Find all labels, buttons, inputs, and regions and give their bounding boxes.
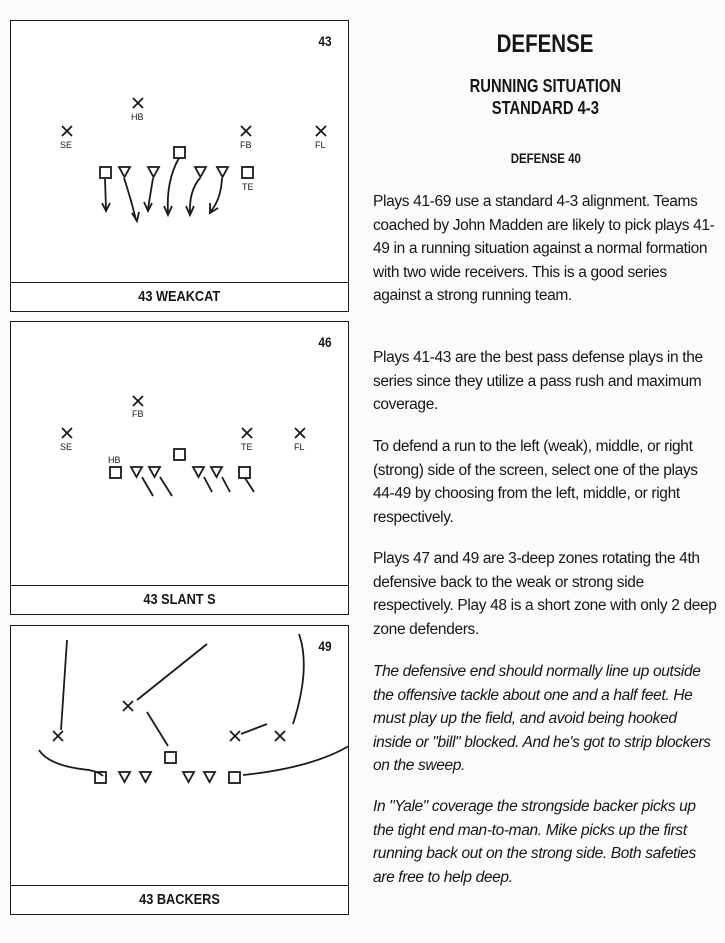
defender-triangle bbox=[131, 467, 142, 477]
offense-fl-x bbox=[295, 428, 305, 438]
paragraph-pass-defense: Plays 41-43 are the best pass defense plays in the series since they utilize a pass rush and maximum coverage. bbox=[373, 349, 703, 413]
title-text: DEFENSE bbox=[497, 30, 594, 58]
defender-x bbox=[275, 731, 285, 741]
offense-se-x bbox=[62, 126, 72, 136]
defender-x bbox=[123, 701, 133, 711]
defender-square bbox=[174, 449, 185, 460]
caption-text: 43 SLANT S bbox=[143, 591, 216, 608]
defender-square bbox=[229, 772, 240, 783]
label-hb: HB bbox=[108, 455, 121, 465]
defender-x bbox=[53, 731, 63, 741]
defender-triangle bbox=[148, 167, 159, 177]
label-te: TE bbox=[241, 442, 253, 452]
rush-arrow bbox=[211, 178, 222, 211]
rush-arrow bbox=[105, 179, 106, 209]
defender-square bbox=[110, 467, 121, 478]
offense-te-x bbox=[242, 428, 252, 438]
coverage-line bbox=[147, 712, 168, 746]
defender-x bbox=[230, 731, 240, 741]
subtitle-text: RUNNING SITUATION bbox=[469, 76, 622, 96]
coverage-line bbox=[243, 746, 349, 775]
label-te: TE bbox=[242, 182, 254, 192]
coverage-line bbox=[293, 634, 304, 724]
play-diagram-slant-s bbox=[10, 321, 349, 615]
defender-triangle bbox=[119, 167, 130, 177]
label-hb: HB bbox=[131, 112, 144, 122]
formation-drawing bbox=[11, 322, 350, 616]
defender-triangle bbox=[193, 467, 204, 477]
rush-arrow bbox=[124, 178, 136, 220]
label-fb: FB bbox=[132, 409, 144, 419]
play-number: 43 bbox=[318, 33, 332, 49]
play-caption bbox=[11, 585, 348, 614]
defender-square bbox=[242, 167, 253, 178]
paragraph-defensive-end: The defensive end should normally line up outside the offensive tackle about one and a half feet. He must play up the field, and avoid being hooked inside or "bill" blocked. And he's got to strip blockers on the sweep. bbox=[373, 663, 711, 774]
play-diagram-weakcat bbox=[10, 20, 349, 312]
slant-line bbox=[204, 477, 212, 492]
coverage-line bbox=[39, 750, 103, 776]
coverage-line bbox=[137, 644, 207, 700]
defense-label bbox=[373, 150, 718, 166]
defender-triangle bbox=[140, 772, 151, 782]
play-caption bbox=[11, 885, 348, 914]
defender-triangle bbox=[195, 167, 206, 177]
defender-triangle bbox=[119, 772, 130, 782]
paragraph-yale-coverage: In "Yale" coverage the strongside backer picks up the tight end man-to-man. Mike picks up the first running back out on the strong side. Both safeties are free to help deep. bbox=[373, 798, 696, 886]
play-number: 46 bbox=[318, 334, 332, 350]
defender-triangle bbox=[183, 772, 194, 782]
defender-square bbox=[239, 467, 250, 478]
slant-line bbox=[142, 477, 153, 496]
paragraph-intro: Plays 41-69 use a standard 4-3 alignment. Teams coached by John Madden are likely to pick plays 41-49 in a running situation against a normal formation with two wide receivers. This is a good series against a strong running team. bbox=[373, 193, 715, 304]
label-se: SE bbox=[60, 442, 73, 452]
offense-fb-x bbox=[241, 126, 251, 136]
label-se: SE bbox=[60, 140, 73, 150]
subtitle-alignment bbox=[373, 98, 718, 119]
label-fl: FL bbox=[294, 442, 305, 452]
defender-square bbox=[165, 752, 176, 763]
subtitle-situation bbox=[373, 76, 718, 97]
offense-hb-x bbox=[133, 98, 143, 108]
rush-arrow bbox=[190, 178, 200, 213]
formation-drawing bbox=[11, 21, 350, 313]
page-title bbox=[373, 30, 718, 59]
defender-triangle bbox=[211, 467, 222, 477]
offense-fl-x bbox=[316, 126, 326, 136]
formation-drawing bbox=[11, 626, 350, 916]
rush-arrow bbox=[168, 158, 179, 213]
slant-line bbox=[222, 477, 230, 492]
offense-se-x bbox=[62, 428, 72, 438]
slant-line bbox=[160, 477, 172, 496]
defender-square bbox=[100, 167, 111, 178]
label-fb: FB bbox=[240, 140, 252, 150]
paragraph-run-defense: To defend a run to the left (weak), middle, or right (strong) side of the screen, select one of the plays 44-49 by choosing from the left, middle, or right respectively. bbox=[373, 438, 698, 526]
defender-triangle bbox=[149, 467, 160, 477]
paragraph-zones: Plays 47 and 49 are 3-deep zones rotating the 4th defensive back to the weak or strong side respectively. Play 48 is a short zone with only 2 deep zone defenders. bbox=[373, 550, 717, 638]
offense-fb-x bbox=[133, 396, 143, 406]
defender-square bbox=[174, 147, 185, 158]
label-fl: FL bbox=[315, 140, 326, 150]
subtitle-text: STANDARD 4-3 bbox=[491, 98, 600, 118]
play-diagram-backers bbox=[10, 625, 349, 915]
slant-line bbox=[245, 478, 254, 492]
coverage-line bbox=[61, 640, 67, 730]
play-number: 49 bbox=[318, 638, 332, 654]
defender-triangle bbox=[217, 167, 228, 177]
defender-triangle bbox=[204, 772, 215, 782]
caption-text: 43 WEAKCAT bbox=[138, 288, 221, 305]
caption-text: 43 BACKERS bbox=[139, 891, 220, 908]
defense-label-text: DEFENSE 40 bbox=[510, 150, 581, 166]
coverage-line bbox=[241, 724, 267, 734]
play-caption bbox=[11, 282, 348, 311]
